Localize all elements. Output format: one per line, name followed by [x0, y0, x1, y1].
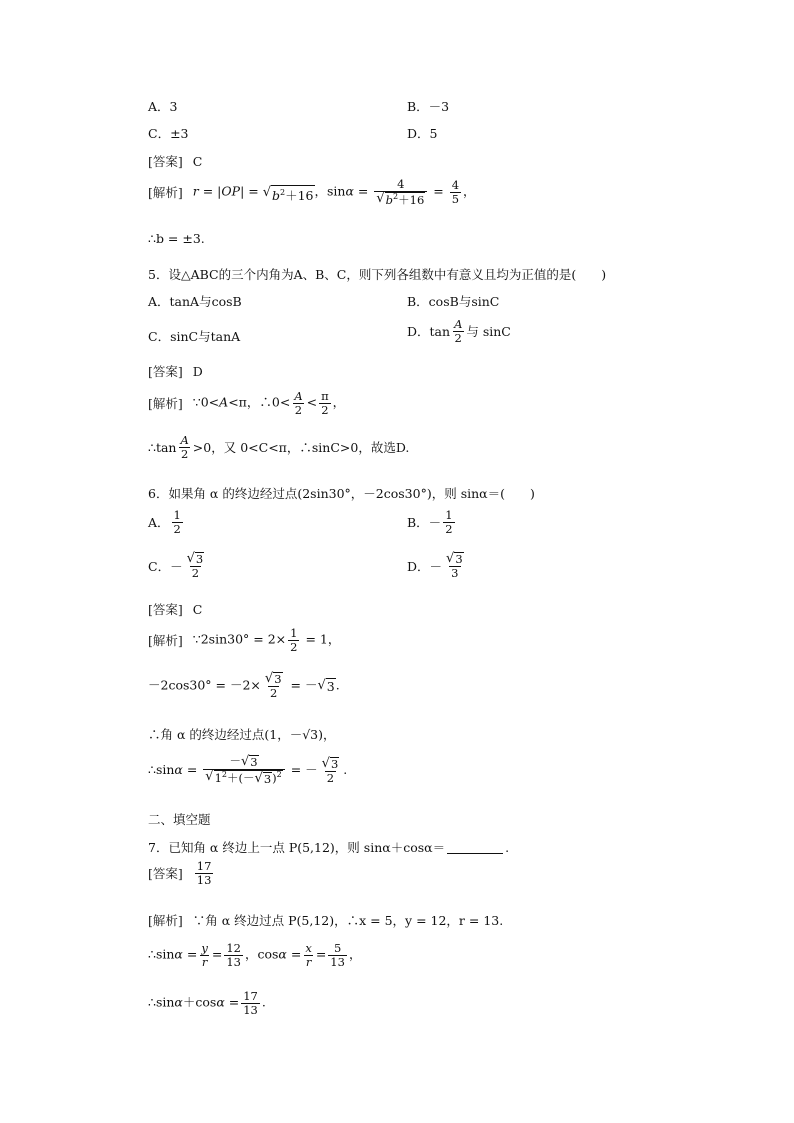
- answer-value: C: [192, 153, 203, 169]
- q6-analysis-4: ∴sinα = － √ 3 √ $1^2+(-$ √ 3 )$^2$ = － √ 3 2 .: [148, 754, 348, 787]
- q5-analysis-2: ∴tan $\frac{A}{2}$ >0，又 0<C<π，∴sinC>0，故选D.: [148, 433, 410, 461]
- q6-analysis-3: ∴角 α 的终边经过点(1，－√3)，: [148, 727, 336, 742]
- answer-value: C: [192, 601, 203, 617]
- q4-option-b: B．－3: [407, 99, 450, 114]
- q7-analysis-3: ∴sinα＋cosα = $\frac{17}{13}$ .: [148, 989, 266, 1017]
- q4-analysis: [148, 178, 476, 206]
- q4-conclusion: ∴b = ±3.: [148, 231, 205, 246]
- q7-stem: 7．已知角 α 终边上一点 P(5,12)，则 sinα＋cosα＝ .: [148, 839, 510, 855]
- q6-stem: 6．如果角 α 的终边经过点(2sin30°，－2cos30°)，则 sinα＝( ): [148, 486, 535, 501]
- q5-answer: [148, 362, 203, 380]
- answer-tag: [答案]: [148, 364, 183, 379]
- q6-analysis-1: [解析] ∵2sin30° = 2× $\frac{1}{2}$ = 1，: [148, 626, 341, 654]
- analysis-tag: [解析]: [148, 633, 183, 649]
- q5-option-d: D．tan $\frac{A}{2}$ 与 sinC: [407, 317, 511, 345]
- q4-option-a: A．3: [148, 99, 178, 114]
- answer-tag: [答案]: [148, 866, 183, 882]
- q5-option-c: C．sinC与tanA: [148, 329, 241, 344]
- q7-answer: [答案] $\frac{17}{13}$: [148, 859, 212, 887]
- analysis-tag: [解析]: [148, 185, 183, 201]
- q6-analysis-2: －2cos30° = －2× √ 3 2 = － √ 3 .: [148, 671, 340, 701]
- q4-formula: r = |OP| = √ $b^2+16$ ，sinα = 4 √ $b^2+16$ = $\frac{4}{5}$ ，: [192, 177, 476, 207]
- answer-tag: [答案]: [148, 154, 183, 169]
- q6-option-d: D．－ √ 3 3: [407, 551, 463, 581]
- answer-value: D: [192, 363, 203, 379]
- q6-answer: [148, 600, 202, 618]
- q6-option-c: C．－ √ 3 2: [148, 551, 204, 581]
- q5-option-a: A．tanA与cosB: [148, 294, 242, 309]
- q5-formula-1: ∵0<A<π，∴0< $\frac{A}{2}$ < $\frac{\pi}{2}$ ，: [192, 389, 346, 417]
- q6-option-b: B．－ $\frac{1}{2}$: [407, 508, 453, 536]
- q7-analysis-2: ∴sinα = $\frac{y}{r}$ = $\frac{12}{13}$ ，cosα = $\frac{x}{r}$ = $\frac{5}{13}$ ，: [148, 941, 362, 969]
- answer-tag: [答案]: [148, 602, 183, 617]
- q5-stem: 5．设△ABC的三个内角为A、B、C，则下列各组数中有意义且均为正值的是( ): [148, 267, 607, 282]
- analysis-tag: [解析]: [148, 396, 183, 412]
- q5-option-b: B．cosB与sinC: [407, 294, 500, 309]
- q4-option-c: C．±3: [148, 126, 189, 141]
- q6-option-a: A． $\frac{1}{2}$: [148, 508, 181, 536]
- section-title: 二、填空题: [148, 812, 211, 827]
- answer-blank: [447, 841, 503, 854]
- q4-option-d: D．5: [407, 126, 438, 141]
- analysis-tag: [解析]: [148, 913, 183, 928]
- q5-analysis-1: [148, 390, 345, 416]
- q7-analysis-1: [解析] ∵角 α 终边过点 P(5,12)，∴x = 5，y = 12，r = 13.: [148, 913, 504, 928]
- q4-answer: [148, 152, 202, 170]
